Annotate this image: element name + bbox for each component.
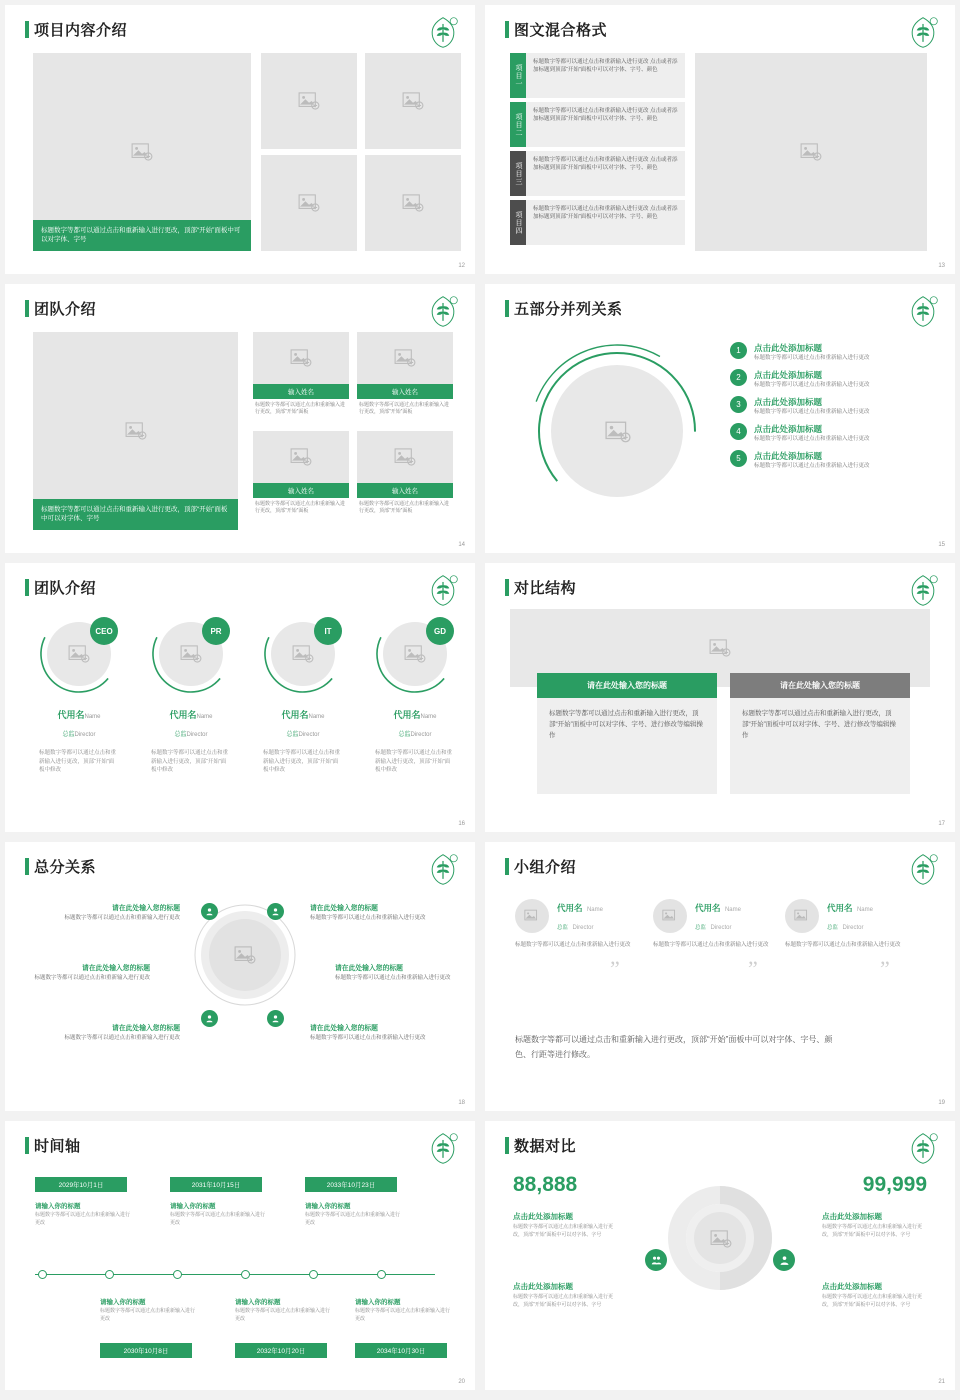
timeline-date: 2030年10月8日 (100, 1343, 192, 1358)
member-identity (695, 898, 741, 934)
label-block[interactable] (335, 962, 453, 982)
member-role-en: Director (298, 732, 320, 738)
block-text: 标题数字等都可以通过点击和重新输入进行更改 (170, 1212, 266, 1226)
image-placeholder-icon[interactable] (180, 645, 202, 663)
caption-text: 标题数字等都可以通过点击和重新输入进行更改，顶部“开始”面板中可以对字体、字号 (33, 220, 251, 252)
timeline-block[interactable] (170, 1201, 265, 1227)
page-title: 时间轴 (25, 1135, 81, 1156)
label-text: 标题数字等都可以通过点击和重新输入进行更改 (34, 975, 150, 981)
member-desc: 标题数字等都可以通过点击和重新输入进行更改，顶部“开始”面板 (255, 501, 346, 515)
label-text: 标题数字等都可以通过点击和重新输入进行更改 (310, 1035, 426, 1041)
block-text: 标题数字等都可以通过点击和重新输入进行更改 (305, 1212, 401, 1226)
circle-graphic (525, 339, 710, 524)
wheat-shield-logo-icon (425, 15, 461, 49)
label-title: 请在此处输入您的标题 (335, 965, 403, 972)
column-header: 请在此处输入您的标题 (537, 673, 717, 698)
member-name: 代用名 (827, 903, 853, 913)
slide-13[interactable] (485, 5, 955, 274)
label-block[interactable] (62, 902, 180, 922)
role-badge: GD (426, 617, 454, 645)
image-placeholder-icon (125, 422, 147, 440)
wheat-shield-logo-icon (425, 852, 461, 886)
page-number: 21 (938, 1379, 945, 1385)
image-placeholder-icon[interactable] (605, 421, 631, 443)
member-name: 代用名 (281, 710, 309, 720)
block-text: 标题数字等都可以通过点击和重新输入进行更改 (235, 1308, 331, 1322)
item-tab-label: 项目一 (510, 53, 526, 98)
member-role-en: Director (186, 732, 208, 738)
timeline-node[interactable] (241, 1270, 250, 1279)
list-item[interactable] (730, 369, 940, 390)
timeline-block[interactable] (35, 1201, 130, 1227)
member-name-en: Name (308, 714, 325, 720)
numbered-list (730, 342, 940, 477)
node-icon[interactable] (267, 903, 284, 920)
quote-mark: ” (880, 956, 890, 981)
column-header: 请在此处输入您的标题 (730, 673, 910, 698)
item-text: 标题数字等都可以通过点击和重新输入进行更改 (754, 462, 870, 469)
card-text: 标题数字等都可以通过点击和重新输入进行更改 (515, 942, 631, 948)
item-text: 标题数字等都可以通过点击和重新输入进行更改 (754, 435, 870, 442)
member-role: 总监 (827, 925, 839, 931)
list-item[interactable] (730, 396, 940, 417)
member-identity (827, 898, 873, 934)
image-placeholder-icon (800, 143, 822, 161)
member-identity (29, 705, 129, 741)
item-tab-label: 项目二 (510, 102, 526, 147)
block-title: 请输入你的标题 (35, 1203, 81, 1210)
slide-17[interactable] (485, 563, 955, 832)
page-number: 20 (458, 1379, 465, 1385)
image-placeholder-icon[interactable] (710, 1230, 732, 1248)
timeline-axis (35, 1274, 435, 1275)
timeline-block[interactable] (305, 1201, 400, 1227)
block-text: 标题数字等都可以通过点击和重新输入进行更改，顶部“开始”面板中可以对字体、字号 (822, 1294, 923, 1308)
person-icon (773, 1249, 795, 1271)
page-number: 14 (458, 542, 465, 548)
item-number: 4 (730, 423, 747, 440)
thumb-image-2[interactable] (365, 53, 461, 149)
member-desc: 标题数字等都可以通过点击和重新输入进行更改，顶部“开始”面板 (255, 402, 346, 416)
slide-19[interactable] (485, 842, 955, 1111)
image-placeholder-icon (290, 448, 312, 466)
label-title: 请在此处输入您的标题 (82, 965, 150, 972)
list-item[interactable] (730, 450, 940, 471)
group-people-icon (645, 1249, 667, 1271)
role-badge: IT (314, 617, 342, 645)
member-role-en: Director (572, 925, 594, 931)
block-title: 请输入你的标题 (100, 1299, 146, 1306)
item-title: 点击此处添加标题 (754, 423, 823, 434)
page-number: 12 (458, 263, 465, 269)
block-text: 标题数字等都可以通过点击和重新输入进行更改 (100, 1308, 196, 1322)
page-number: 19 (938, 1100, 945, 1106)
block-title: 点击此处添加标题 (513, 1212, 573, 1221)
item-number: 1 (730, 342, 747, 359)
card-header (785, 898, 920, 934)
list-item[interactable] (730, 423, 940, 444)
timeline-date: 2031年10月15日 (170, 1177, 262, 1192)
image-placeholder-icon (298, 92, 320, 110)
quote-mark: ” (748, 956, 758, 981)
main-image-placeholder[interactable] (695, 53, 927, 251)
node-icon[interactable] (201, 1010, 218, 1027)
member-name: 代用名 (393, 710, 421, 720)
member-photo[interactable] (357, 332, 453, 384)
wheat-shield-logo-icon (905, 573, 941, 607)
column-text: 标题数字等都可以通过点击和重新输入进行更改，顶部“开始”面板中可以对字体、字号、进行修改等编辑操作 (537, 698, 717, 794)
member-card[interactable] (29, 613, 129, 775)
page-title: 团队介绍 (25, 577, 96, 598)
group-card[interactable] (785, 898, 920, 981)
list-item[interactable] (510, 151, 685, 196)
member-identity (557, 898, 603, 934)
image-placeholder-icon (794, 910, 810, 923)
member-name-en: Name (420, 714, 437, 720)
slide-18[interactable] (5, 842, 475, 1111)
group-card[interactable] (653, 898, 788, 981)
page-title: 团队介绍 (25, 298, 96, 319)
wheat-shield-logo-icon (905, 1131, 941, 1165)
member-name-en: Name (84, 714, 101, 720)
member-card[interactable] (141, 613, 241, 775)
block-title: 请输入你的标题 (235, 1299, 281, 1306)
member-card[interactable] (357, 431, 453, 519)
member-role: 总监 (557, 925, 569, 931)
block-text: 标题数字等都可以通过点击和重新输入进行更改 (355, 1308, 451, 1322)
member-avatar-ring (150, 613, 232, 695)
wheat-shield-logo-icon (425, 573, 461, 607)
member-avatar-ring (38, 613, 120, 695)
label-title: 请在此处输入您的标题 (112, 905, 180, 912)
member-card[interactable] (365, 613, 465, 775)
label-block[interactable] (310, 902, 428, 922)
main-image-placeholder[interactable] (33, 332, 238, 530)
item-title: 点击此处添加标题 (754, 343, 823, 353)
item-title: 点击此处添加标题 (754, 450, 823, 461)
block-text: 标题数字等都可以通过点击和重新输入进行更改，顶部“开始”面板中可以对字体、字号 (822, 1224, 923, 1238)
page-number: 13 (938, 263, 945, 269)
page-number: 18 (458, 1100, 465, 1106)
timeline-block[interactable] (355, 1297, 450, 1323)
thumb-image-3[interactable] (261, 155, 357, 251)
image-placeholder-icon (290, 349, 312, 367)
card-text: 标题数字等都可以通过点击和重新输入进行更改 (785, 942, 901, 948)
member-avatar-ring (262, 613, 344, 695)
card-header (515, 898, 650, 934)
timeline-node[interactable] (309, 1270, 318, 1279)
timeline-node[interactable] (105, 1270, 114, 1279)
slide-15[interactable] (485, 284, 955, 553)
timeline-block[interactable] (100, 1297, 195, 1323)
member-identity (141, 705, 241, 741)
item-text: 标题数字等都可以通过点击和重新输入进行更改 (754, 381, 870, 388)
member-name: 代用名 (169, 710, 197, 720)
item-tab-label: 项目三 (510, 151, 526, 196)
block-title: 点击此处添加标题 (513, 1282, 573, 1291)
member-role: 总监 (398, 732, 411, 738)
label-block[interactable] (310, 1022, 428, 1042)
list-item[interactable] (510, 53, 685, 98)
member-desc: 标题数字等都可以通过点击和重新输入进行更改，顶部“开始”面板 (359, 501, 450, 515)
member-photo[interactable] (253, 431, 349, 483)
item-text: 标题数字等都可以通过点击和重新输入进行更改 点击或者添加标题到顶部“开始”面板中可以对字体、字号、颜色 (526, 200, 685, 245)
image-placeholder-icon[interactable] (234, 946, 256, 964)
label-text: 标题数字等都可以通过点击和重新输入进行更改 (64, 915, 180, 921)
caption-text: 标题数字等都可以通过点击和重新输入进行更改，顶部“开始”面板中可以对字体、字号 (33, 499, 238, 531)
footer-text: 标题数字等都可以通过点击和重新输入进行更改，顶部“开始”面板中可以对字体、字号、颜色、行距等进行修改。 (515, 1035, 833, 1060)
member-role: 总监 (62, 732, 75, 738)
member-name-en: Name (196, 714, 213, 720)
member-avatar-ring (374, 613, 456, 695)
group-card[interactable] (515, 898, 650, 981)
stat-block[interactable] (513, 1281, 618, 1309)
stat-block[interactable] (513, 1211, 618, 1239)
role-badge: CEO (90, 617, 118, 645)
card-text: 标题数字等都可以通过点击和重新输入进行更改 (653, 942, 769, 948)
image-placeholder-icon (524, 910, 540, 923)
item-title: 点击此处添加标题 (754, 396, 823, 407)
item-text: 标题数字等都可以通过点击和重新输入进行更改 点击或者添加标题到顶部“开始”面板中可以对字体、字号、颜色 (526, 102, 685, 147)
member-role-en: Director (710, 925, 732, 931)
block-title: 请输入你的标题 (355, 1299, 401, 1306)
label-block[interactable] (62, 1022, 180, 1042)
page-number: 17 (938, 821, 945, 827)
item-number: 5 (730, 450, 747, 467)
node-icon[interactable] (267, 1010, 284, 1027)
image-placeholder-icon (662, 910, 678, 923)
member-role-en: Director (410, 732, 432, 738)
member-role: 总监 (174, 732, 187, 738)
list-item[interactable] (510, 102, 685, 147)
stat-block[interactable] (822, 1281, 927, 1309)
page-title: 五部分并列关系 (505, 298, 623, 319)
page-title: 项目内容介绍 (25, 19, 127, 40)
item-number: 3 (730, 396, 747, 413)
avatar[interactable] (653, 899, 687, 933)
item-title: 点击此处添加标题 (754, 369, 823, 380)
image-placeholder-icon (402, 92, 424, 110)
role-badge: PR (202, 617, 230, 645)
block-text: 标题数字等都可以通过点击和重新输入进行更改，顶部“开始”面板中可以对字体、字号 (513, 1294, 614, 1308)
slide-14[interactable] (5, 284, 475, 553)
card-header (653, 898, 788, 934)
member-photo[interactable] (253, 332, 349, 384)
label-block[interactable] (32, 962, 150, 982)
member-role: 总监 (695, 925, 707, 931)
member-name: 输入姓名 (357, 483, 453, 498)
image-placeholder-icon (298, 194, 320, 212)
wheat-shield-logo-icon (425, 294, 461, 328)
member-desc: 标题数字等都可以通过点击和重新输入进行更改，顶部“开始”面板中修改 (151, 750, 229, 774)
timeline-date: 2033年10月23日 (305, 1177, 397, 1192)
label-text: 标题数字等都可以通过点击和重新输入进行更改 (335, 975, 451, 981)
list-item[interactable] (510, 200, 685, 245)
item-text: 标题数字等都可以通过点击和重新输入进行更改 点击或者添加标题到顶部“开始”面板中可以对字体、字号、颜色 (526, 53, 685, 98)
member-name: 输入姓名 (253, 384, 349, 399)
compare-column-right[interactable] (730, 673, 910, 794)
member-name: 代用名 (557, 903, 583, 913)
block-text: 标题数字等都可以通过点击和重新输入进行更改 (35, 1212, 131, 1226)
item-list (510, 53, 685, 249)
stat-block[interactable] (822, 1211, 927, 1239)
image-placeholder-icon (394, 349, 416, 367)
compare-column-left[interactable] (537, 673, 717, 794)
member-name-en: Name (856, 907, 873, 913)
column-text: 标题数字等都可以通过点击和重新输入进行更改，顶部“开始”面板中可以对字体、字号、进行修改等编辑操作 (730, 698, 910, 794)
image-placeholder-icon[interactable] (404, 645, 426, 663)
image-placeholder-icon (402, 194, 424, 212)
label-text: 标题数字等都可以通过点击和重新输入进行更改 (64, 1035, 180, 1041)
block-title: 请输入你的标题 (170, 1203, 216, 1210)
slide-21[interactable] (485, 1121, 955, 1390)
label-title: 请在此处输入您的标题 (112, 1025, 180, 1032)
member-desc: 标题数字等都可以通过点击和重新输入进行更改，顶部“开始”面板中修改 (39, 750, 117, 774)
stat-number-right: 99,999 (862, 1173, 927, 1196)
member-desc: 标题数字等都可以通过点击和重新输入进行更改，顶部“开始”面板 (359, 402, 450, 416)
main-image-placeholder[interactable] (33, 53, 251, 251)
timeline-block[interactable] (235, 1297, 330, 1323)
item-text: 标题数字等都可以通过点击和重新输入进行更改 (754, 355, 870, 361)
member-name-en: Name (586, 907, 603, 913)
thumb-image-4[interactable] (365, 155, 461, 251)
wheat-shield-logo-icon (905, 294, 941, 328)
slide-16[interactable] (5, 563, 475, 832)
member-name: 代用名 (57, 710, 85, 720)
label-title: 请在此处输入您的标题 (310, 1025, 378, 1032)
image-placeholder-icon (394, 448, 416, 466)
timeline-node[interactable] (38, 1270, 47, 1279)
block-title: 点击此处添加标题 (822, 1212, 882, 1221)
block-title: 请输入你的标题 (305, 1203, 351, 1210)
image-placeholder-icon (131, 143, 153, 161)
member-role: 总监 (286, 732, 299, 738)
member-name: 输入姓名 (357, 384, 453, 399)
node-icon[interactable] (201, 903, 218, 920)
block-title: 点击此处添加标题 (822, 1282, 882, 1291)
item-text: 标题数字等都可以通过点击和重新输入进行更改 点击或者添加标题到顶部“开始”面板中可以对字体、字号、颜色 (526, 151, 685, 196)
member-role-en: Director (842, 925, 864, 931)
member-name: 输入姓名 (253, 483, 349, 498)
page-title: 总分关系 (25, 856, 96, 877)
quote-mark: ” (610, 956, 620, 981)
timeline-date: 2032年10月20日 (235, 1343, 327, 1358)
stat-number-left: 88,888 (513, 1173, 578, 1196)
list-item[interactable] (730, 342, 940, 363)
page-number: 16 (458, 821, 465, 827)
timeline-node[interactable] (377, 1270, 386, 1279)
image-placeholder-icon[interactable] (68, 645, 90, 663)
avatar[interactable] (785, 899, 819, 933)
member-card[interactable] (253, 332, 349, 420)
wheat-shield-logo-icon (905, 852, 941, 886)
page-number: 15 (938, 542, 945, 548)
item-tab-label: 项目四 (510, 200, 526, 245)
thumb-image-1[interactable] (261, 53, 357, 149)
member-identity (365, 705, 465, 741)
member-name: 代用名 (695, 903, 721, 913)
timeline-date: 2029年10月1日 (35, 1177, 127, 1192)
page-title: 对比结构 (505, 577, 576, 598)
avatar[interactable] (515, 899, 549, 933)
member-desc: 标题数字等都可以通过点击和重新输入进行更改，顶部“开始”面板中修改 (375, 750, 453, 774)
item-number: 2 (730, 369, 747, 386)
page-title: 图文混合格式 (505, 19, 607, 40)
page-title: 小组介绍 (505, 856, 576, 877)
wheat-shield-logo-icon (905, 15, 941, 49)
member-name-en: Name (724, 907, 741, 913)
member-card[interactable] (357, 332, 453, 420)
slide-20[interactable] (5, 1121, 475, 1390)
block-text: 标题数字等都可以通过点击和重新输入进行更改，顶部“开始”面板中可以对字体、字号 (513, 1224, 614, 1238)
slide-12[interactable] (5, 5, 475, 274)
image-placeholder-icon[interactable] (292, 645, 314, 663)
member-role-en: Director (74, 732, 96, 738)
page-title: 数据对比 (505, 1135, 576, 1156)
label-title: 请在此处输入您的标题 (310, 905, 378, 912)
member-card[interactable] (253, 613, 353, 775)
member-card[interactable] (253, 431, 349, 519)
donut-chart (663, 1181, 778, 1296)
timeline-date: 2034年10月30日 (355, 1343, 447, 1358)
wheat-shield-logo-icon (425, 1131, 461, 1165)
image-placeholder-icon (709, 639, 731, 657)
item-text: 标题数字等都可以通过点击和重新输入进行更改 (754, 408, 870, 415)
member-identity (253, 705, 353, 741)
member-desc: 标题数字等都可以通过点击和重新输入进行更改，顶部“开始”面板中修改 (263, 750, 341, 774)
label-text: 标题数字等都可以通过点击和重新输入进行更改 (310, 915, 426, 921)
timeline-node[interactable] (173, 1270, 182, 1279)
member-photo[interactable] (357, 431, 453, 483)
